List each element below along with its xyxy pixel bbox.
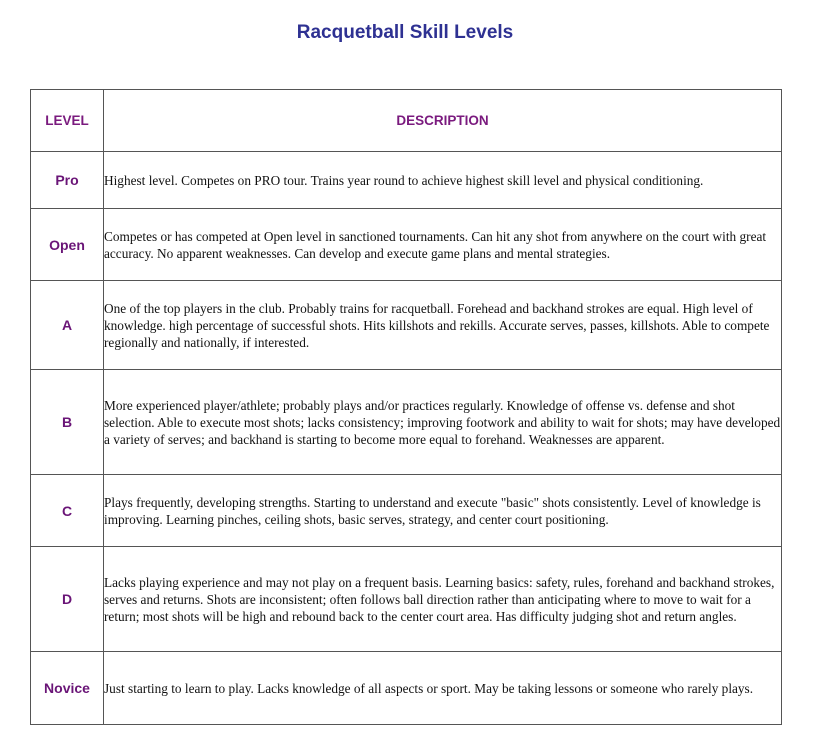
level-cell: Open (31, 209, 104, 281)
level-cell: A (31, 281, 104, 370)
description-cell: More experienced player/athlete; probably plays and/or practices regularly. Knowledge of offense vs. defense and shot selection. Able to execute most shots; lacks consistency; improving footwork and ability to wait for shots; may have developed a variety of serves; and backhand is starting to become more equal to forehand. Weaknesses are apparent. (104, 370, 782, 475)
table-row (31, 209, 782, 281)
level-cell: Novice (31, 652, 104, 725)
table-row (31, 370, 782, 475)
table-row (31, 281, 782, 370)
description-cell: Just starting to learn to play. Lacks knowledge of all aspects or sport. May be taking lessons or someone who rarely plays. (104, 652, 782, 725)
page-title: Racquetball Skill Levels (296, 22, 514, 43)
skill-levels-table (30, 89, 782, 725)
level-column-header: LEVEL (31, 90, 104, 152)
level-cell: C (31, 475, 104, 547)
description-column-header: DESCRIPTION (104, 90, 782, 152)
level-cell: B (31, 370, 104, 475)
description-cell: Lacks playing experience and may not play on a frequent basis. Learning basics: safety, rules, forehand and backhand strokes, serves and returns. Shots are inconsistent; often follows ball direction rather than anticipating where to move to wait for a return; most shots will be high and rebound back to the center court area. Has difficulty judging shot and return angles. (104, 547, 782, 652)
description-cell: One of the top players in the club. Probably trains for racquetball. Forehead and backhand strokes are equal. High level of knowledge. high percentage of successful shots. Hits killshots and rekills. Accurate serves, passes, killshots. Able to compete regionally and nationally, if interested. (104, 281, 782, 370)
table-row (31, 547, 782, 652)
table-row (31, 475, 782, 547)
table-header-row (31, 90, 782, 152)
table-row (31, 152, 782, 209)
table-row (31, 652, 782, 725)
description-cell: Plays frequently, developing strengths. Starting to understand and execute "basic" shots consistently. Level of knowledge is improving. Learning pinches, ceiling shots, basic serves, strategy, and center court positioning. (104, 475, 782, 547)
level-cell: D (31, 547, 104, 652)
description-cell: Competes or has competed at Open level in sanctioned tournaments. Can hit any shot from anywhere on the court with great accuracy. No apparent weaknesses. Can develop and execute game plans and mental strategies. (104, 209, 782, 281)
description-cell: Highest level. Competes on PRO tour. Trains year round to achieve highest skill level and physical conditioning. (104, 152, 782, 209)
level-cell: Pro (31, 152, 104, 209)
